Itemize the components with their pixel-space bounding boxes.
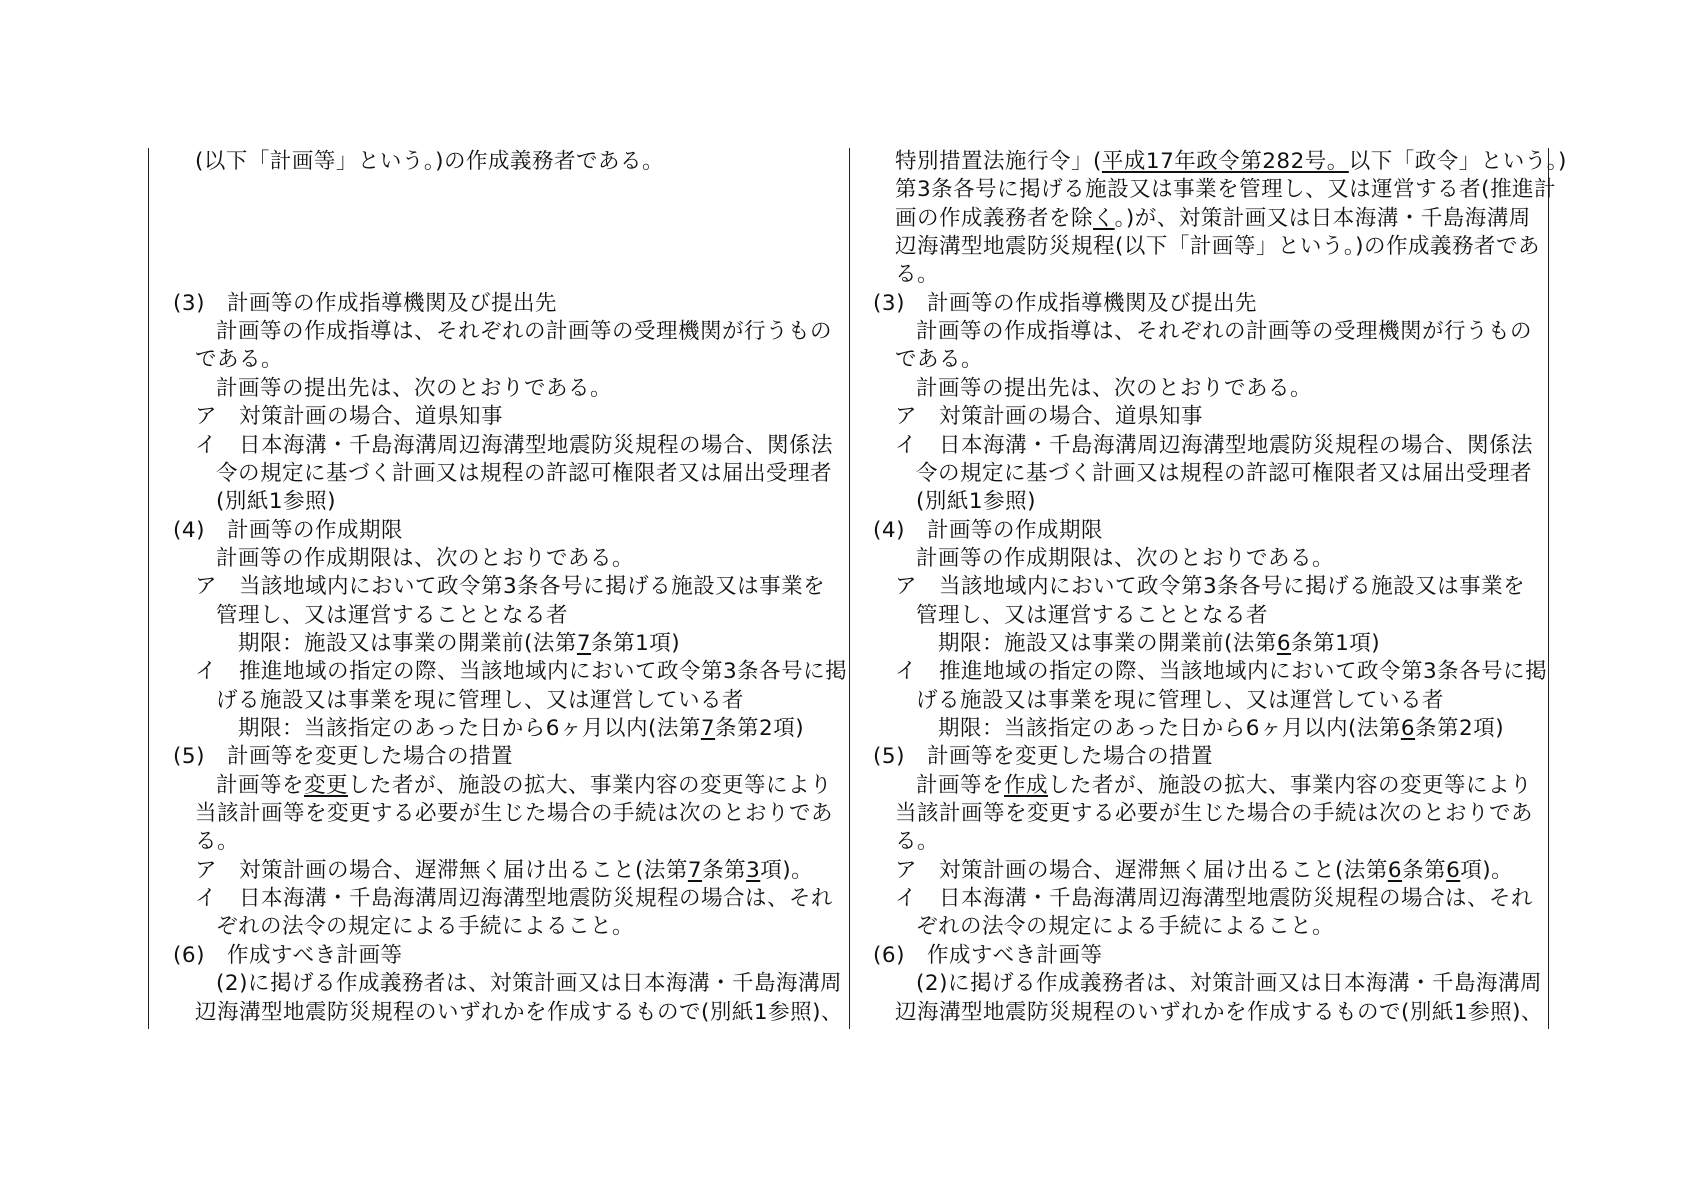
text-segment: 令の規定に基づく計画又は規程の許認可権限者又は届出受理者	[216, 460, 833, 486]
text-segment: る。	[895, 829, 940, 855]
text-segment: 計画等の作成指導は、それぞれの計画等の受理機関が行うもの	[916, 319, 1533, 345]
text-segment: 辺海溝型地震防災規程(以下「計画等」という。)の作成義務者であ	[895, 234, 1541, 260]
text-segment: 。)が、対策計画又は日本海溝・千島海溝周	[1114, 205, 1531, 231]
underlined-revision-text: 7	[700, 716, 716, 741]
text-segment: 計画等を	[216, 772, 305, 798]
text-segment: イ 日本海溝・千島海溝周辺海溝型地震防災規程の場合は、それ	[195, 886, 834, 912]
text-segment: 計画等の提出先は、次のとおりである。	[916, 375, 1313, 401]
text-segment: ア 対策計画の場合、道県知事	[895, 404, 1204, 430]
text-segment: 条第2項)	[715, 716, 805, 741]
text-line	[938, 630, 1380, 658]
text-line	[916, 772, 1532, 800]
text-segment: る。	[895, 262, 940, 288]
text-segment: 条第1項)	[591, 630, 681, 656]
text-segment: (5) 計画等を変更した場合の措置	[873, 744, 1213, 770]
text-line	[895, 885, 1533, 913]
text-segment: 期限：施設又は事業の開業前(法第	[238, 630, 577, 656]
text-segment: (3) 計画等の作成指導機関及び提出先	[873, 290, 1257, 316]
text-segment: した者が、施設の拡大、事業内容の変更等により	[1048, 772, 1533, 798]
text-segment: 辺海溝型地震防災規程のいずれかを作成するもので(別紙1参照)、	[895, 999, 1543, 1025]
underlined-revision-text: 作成	[1004, 772, 1049, 798]
text-segment: 特別措置法施行令」(	[895, 149, 1102, 174]
text-line	[895, 828, 939, 856]
text-segment: ア 当該地域内において政令第3条各号に掲げる施設又は事業を	[195, 574, 826, 600]
text-segment: である。	[195, 347, 284, 373]
text-line	[916, 970, 1542, 998]
text-segment: ア 対策計画の場合、道県知事	[195, 404, 504, 430]
underlined-revision-text: 6	[1446, 857, 1461, 883]
text-segment: 計画等の提出先は、次のとおりである。	[216, 375, 613, 401]
text-line	[916, 913, 1334, 941]
text-segment: げる施設又は事業を現に管理し、又は運営している者	[216, 687, 745, 713]
text-line	[895, 573, 1525, 601]
text-segment: 期限：当該指定のあった日から6ヶ月以内(法第	[238, 716, 701, 741]
text-line	[916, 545, 1334, 573]
text-segment: 令の規定に基づく計画又は規程の許認可権限者又は届出受理者	[916, 460, 1533, 486]
text-segment: ア 当該地域内において政令第3条各号に掲げる施設又は事業を	[895, 574, 1526, 600]
underlined-revision-text: 7	[687, 857, 703, 883]
text-segment: 第3条各号に掲げる施設又は事業を管理し、又は運営する者(推進計	[895, 177, 1557, 203]
text-segment: 計画等の作成期限は、次のとおりである。	[216, 545, 635, 571]
text-segment: 当該計画等を変更する必要が生じた場合の手続は次のとおりであ	[895, 801, 1534, 827]
text-line	[895, 261, 939, 289]
text-line	[895, 857, 1513, 885]
underlined-revision-text: 6	[1387, 857, 1403, 883]
text-segment: (2)に掲げる作成義務者は、対策計画又は日本海溝・千島海溝周	[916, 971, 1542, 997]
text-segment: 計画等の作成期限は、次のとおりである。	[916, 545, 1335, 571]
text-segment: 項)。	[1460, 857, 1514, 883]
text-segment: 管理し、又は運営することとなる者	[916, 602, 1269, 628]
text-segment: (4) 計画等の作成期限	[873, 517, 1103, 543]
text-line	[895, 148, 1567, 176]
text-line	[873, 942, 1103, 970]
text-segment: 以下「政令」という。)	[1348, 149, 1567, 174]
text-segment: 計画等を	[916, 772, 1005, 798]
text-line	[916, 318, 1532, 346]
text-line	[895, 800, 1533, 828]
text-line	[916, 488, 1036, 516]
text-segment: した者が、施設の拡大、事業内容の変更等により	[348, 772, 833, 798]
underlined-revision-text: く	[1093, 205, 1115, 231]
text-line	[916, 687, 1444, 715]
text-segment: 辺海溝型地震防災規程のいずれかを作成するもので(別紙1参照)、	[195, 999, 843, 1025]
underlined-revision-text: 3	[746, 857, 761, 883]
text-line	[895, 432, 1533, 460]
text-segment: ぞれの法令の規定による手続によること。	[216, 914, 635, 940]
text-segment: 当該計画等を変更する必要が生じた場合の手続は次のとおりであ	[195, 801, 834, 827]
text-line	[895, 176, 1556, 204]
text-line	[916, 375, 1312, 403]
text-segment: ぞれの法令の規定による手続によること。	[916, 914, 1335, 940]
text-segment: 項)。	[760, 857, 814, 883]
text-line	[938, 715, 1504, 743]
text-segment: (3) 計画等の作成指導機関及び提出先	[173, 290, 557, 316]
text-segment: 条第	[1402, 857, 1447, 883]
text-segment: イ 日本海溝・千島海溝周辺海溝型地震防災規程の場合は、それ	[895, 886, 1534, 912]
text-segment: (以下「計画等」という。)の作成義務者である。	[195, 149, 665, 174]
text-line	[895, 233, 1540, 261]
text-line	[916, 602, 1268, 630]
text-segment: 管理し、又は運営することとなる者	[216, 602, 569, 628]
text-segment: イ 日本海溝・千島海溝周辺海溝型地震防災規程の場合、関係法	[895, 432, 1534, 458]
text-line	[873, 517, 1103, 545]
text-segment: (6) 作成すべき計画等	[873, 942, 1103, 968]
text-segment: る。	[195, 829, 240, 855]
text-segment: ア 対策計画の場合、遅滞無く届け出ること(法第	[895, 857, 1388, 883]
text-segment: 条第	[702, 857, 747, 883]
text-segment: 期限：施設又は事業の開業前(法第	[938, 630, 1277, 656]
text-segment: 条第1項)	[1291, 630, 1381, 656]
text-line	[873, 743, 1213, 771]
text-segment: (6) 作成すべき計画等	[173, 942, 403, 968]
text-segment: である。	[895, 347, 984, 373]
underlined-revision-text: 平成17年政令第282号。	[1101, 149, 1349, 174]
text-line	[895, 999, 1543, 1027]
text-segment: (別紙1参照)	[216, 489, 336, 515]
text-segment: イ 推進地域の指定の際、当該地域内において政令第3条各号に掲	[895, 659, 1548, 685]
text-segment: ア 対策計画の場合、遅滞無く届け出ること(法第	[195, 857, 688, 883]
text-line	[895, 205, 1531, 233]
text-segment: (4) 計画等の作成期限	[173, 517, 403, 543]
text-segment: (別紙1参照)	[916, 489, 1036, 515]
text-line	[895, 403, 1203, 431]
text-segment: イ 日本海溝・千島海溝周辺海溝型地震防災規程の場合、関係法	[195, 432, 834, 458]
text-line	[895, 658, 1547, 686]
text-line	[916, 460, 1532, 488]
text-segment: 画の作成義務者を除	[895, 205, 1094, 231]
text-segment: (2)に掲げる作成義務者は、対策計画又は日本海溝・千島海溝周	[216, 971, 842, 997]
text-segment: げる施設又は事業を現に管理し、又は運営している者	[916, 687, 1445, 713]
text-segment: (5) 計画等を変更した場合の措置	[173, 744, 513, 770]
underlined-revision-text: 変更	[304, 772, 349, 798]
text-segment: 期限：当該指定のあった日から6ヶ月以内(法第	[938, 716, 1401, 741]
text-line	[895, 346, 983, 374]
underlined-revision-text: 6	[1276, 630, 1292, 656]
underlined-revision-text: 7	[576, 630, 592, 656]
text-line	[873, 290, 1257, 318]
text-segment: イ 推進地域の指定の際、当該地域内において政令第3条各号に掲	[195, 659, 848, 685]
text-segment: 条第2項)	[1415, 716, 1505, 741]
underlined-revision-text: 6	[1400, 716, 1416, 741]
text-segment: 計画等の作成指導は、それぞれの計画等の受理機関が行うもの	[216, 319, 833, 345]
